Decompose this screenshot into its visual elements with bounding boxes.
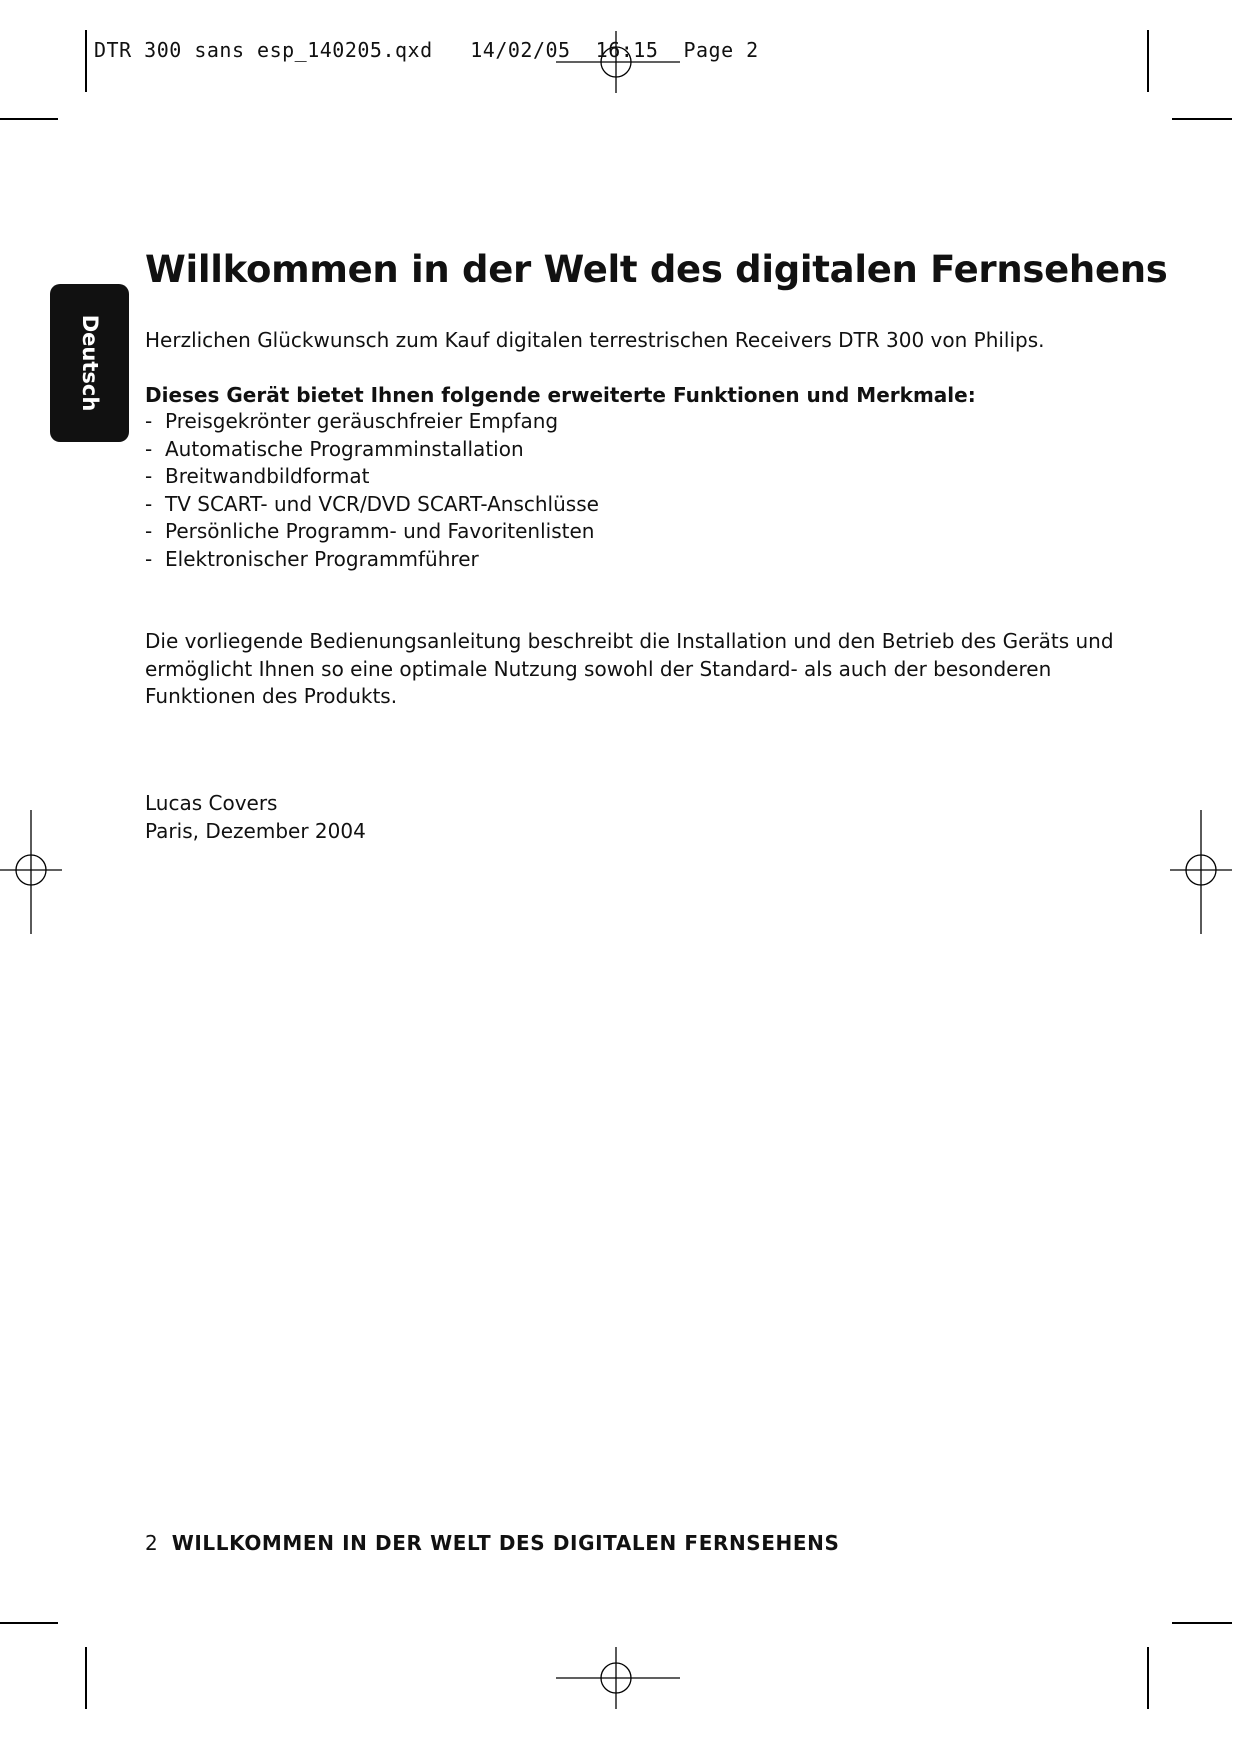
slug-page: Page 2 [683,38,759,62]
registration-mark-bottom-icon [556,1647,680,1709]
list-item-text: Automatische Programminstallation [165,436,524,461]
footer-page-number: 2 [145,1531,158,1555]
list-item-text: TV SCART- und VCR/DVD SCART-Anschlüsse [165,491,599,516]
description-line: Die vorliegende Bedienungsanleitung beschreibt die Installation und den Betrieb des Geräts und [145,629,1114,653]
registration-mark-left-icon [0,810,62,934]
list-item: - Automatische Programminstallation [145,436,524,461]
crop-mark-bottom-left-horizontal [0,1622,58,1624]
print-slug [94,38,759,62]
list-item: - Breitwandbildformat [145,464,370,488]
registration-mark-right-icon [1170,810,1232,934]
list-item-text: Breitwandbildformat [165,464,370,488]
crop-mark-top-right-horizontal [1172,118,1232,120]
crop-mark-bottom-right-horizontal [1172,1622,1232,1624]
slug-time: 16:15 [595,38,659,62]
page-footer [145,1531,840,1555]
intro-paragraph: Herzlichen Glückwunsch zum Kauf digitalen terrestrischen Receivers DTR 300 von Philips. [145,328,1045,352]
list-item-text: Elektronischer Programmführer [165,546,479,571]
crop-mark-top-right-vertical [1147,30,1149,92]
language-tab-label: Deutsch [77,314,102,412]
description-line: ermöglicht Ihnen so eine optimale Nutzung sowohl der Standard- als auch der besonderen [145,656,1052,681]
slug-file: DTR 300 sans esp_140205.qxd [94,38,433,62]
list-item: - TV SCART- und VCR/DVD SCART-Anschlüsse [145,491,599,516]
list-item-text: Preisgekrönter geräuschfreier Empfang [165,409,559,433]
list-item: - Preisgekrönter geräuschfreier Empfang [145,409,559,433]
slug-date: 14/02/05 [470,38,571,62]
language-tab [50,284,129,442]
crop-mark-bottom-right-vertical [1147,1647,1149,1709]
crop-mark-top-left-vertical [85,30,87,92]
feature-list [145,408,599,573]
description-line: Funktionen des Produkts. [145,684,398,708]
description-paragraph [145,628,1114,711]
features-heading: Dieses Gerät bietet Ihnen folgende erweiterte Funktionen und Merkmale: [145,383,976,407]
footer-title: WILLKOMMEN IN DER WELT DES DIGITALEN FERNSEHENS [171,1531,840,1555]
signature-name: Lucas Covers [145,791,278,815]
crop-mark-bottom-left-vertical [85,1647,87,1709]
page-title: Willkommen in der Welt des digitalen Fernsehens [145,248,1168,291]
list-item-text: Persönliche Programm- und Favoritenlisten [165,519,595,543]
crop-mark-top-left-horizontal [0,118,58,120]
signature-place-date: Paris, Dezember 2004 [145,818,366,843]
list-item: - Persönliche Programm- und Favoritenlisten [145,519,595,543]
list-item: - Elektronischer Programmführer [145,546,479,571]
signature-block [145,790,366,845]
